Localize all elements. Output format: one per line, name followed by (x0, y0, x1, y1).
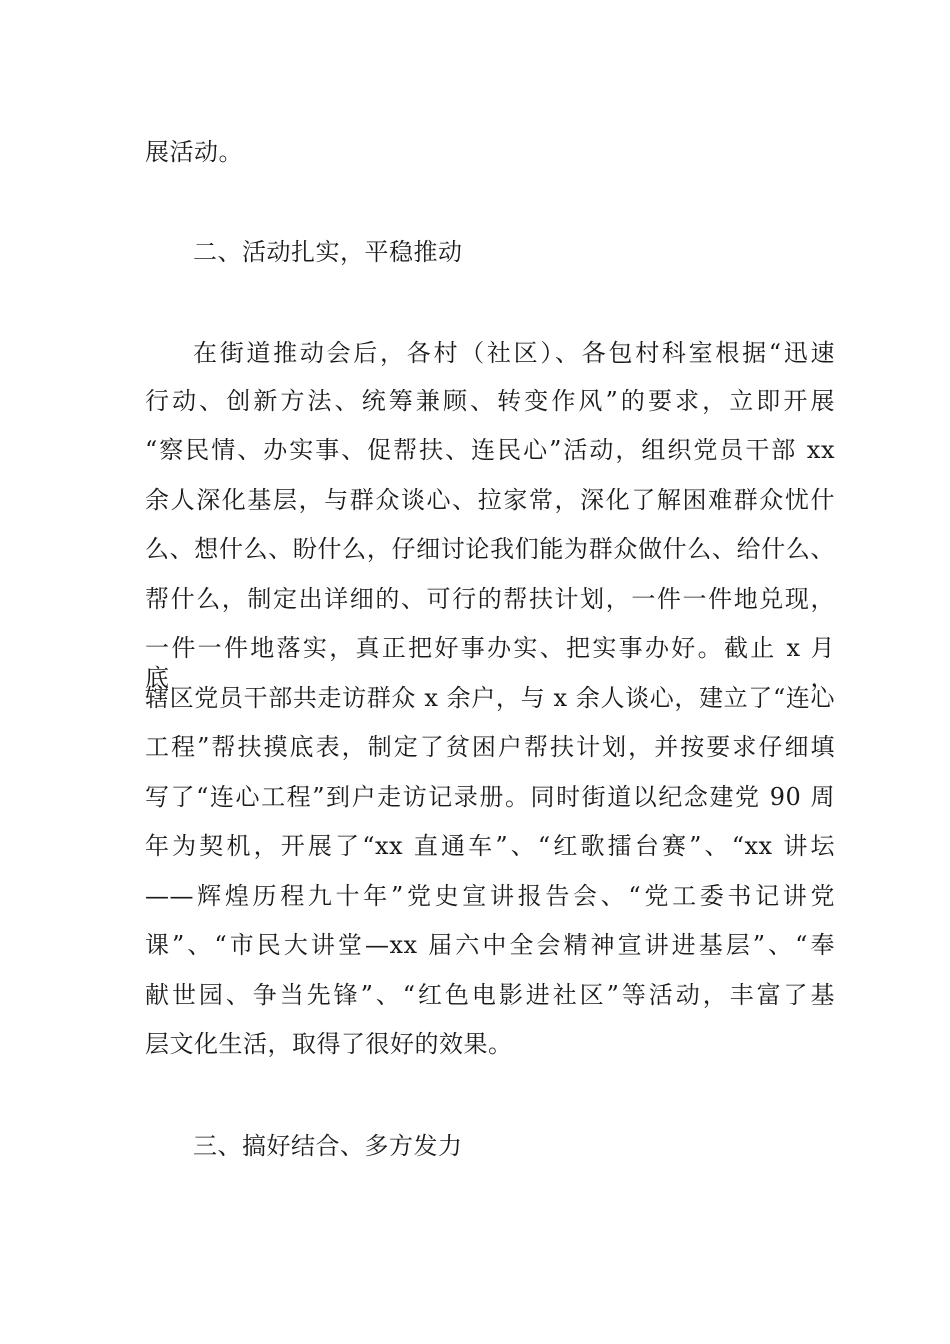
paragraph-line-13: 课”、“市民大讲堂—xx 届六中全会精神宣讲进基层”、“奉 (145, 931, 835, 959)
paragraph-line-12: ——辉煌历程九十年”党史宣讲报告会、“党工委书记讲党 (145, 882, 835, 910)
section-heading-2: 二、活动扎实，平稳推动 (193, 238, 463, 266)
paragraph-line-5: 么、想什么、盼什么，仔细讨论我们能为群众做什么、给什么、 (145, 535, 835, 563)
paragraph-line-8: 辖区党员干部共走访群众 x 余户，与 x 余人谈心，建立了“连心 (145, 684, 835, 712)
paragraph-line-4: 余人深化基层，与群众谈心、拉家常，深化了解困难群众忧什 (145, 486, 835, 514)
paragraph-line-2: 行动、创新方法、统筹兼顾、转变作风”的要求，立即开展 (145, 387, 835, 415)
paragraph-line-1: 在街道推动会后，各村（社区）、各包村科室根据“迅速 (193, 339, 835, 367)
paragraph-line-11: 年为契机，开展了“xx 直通车”、“红歌擂台赛”、“xx 讲坛 (145, 832, 835, 860)
paragraph-line-15: 层文化生活，取得了很好的效果。 (145, 1030, 513, 1058)
paragraph-line-9: 工程”帮扶摸底表，制定了贫困户帮扶计划，并按要求仔细填 (145, 733, 835, 761)
paragraph-line-7: 一件一件地落实，真正把好事办实、把实事办好。截止 x 月底， (145, 634, 835, 692)
paragraph-line-14: 献世园、争当先锋”、“红色电影进社区”等活动，丰富了基 (145, 981, 835, 1009)
paragraph-line-6: 帮什么，制定出详细的、可行的帮扶计划，一件一件地兑现， (145, 585, 835, 613)
section-heading-3: 三、搞好结合、多方发力 (193, 1132, 463, 1160)
paragraph-line-3: “察民情、办实事、促帮扶、连民心”活动，组织党员干部 xx (145, 436, 835, 464)
continuation-line: 展活动。 (145, 138, 243, 166)
paragraph-line-10: 写了“连心工程”到户走访记录册。同时街道以纪念建党 90 周 (145, 783, 835, 811)
